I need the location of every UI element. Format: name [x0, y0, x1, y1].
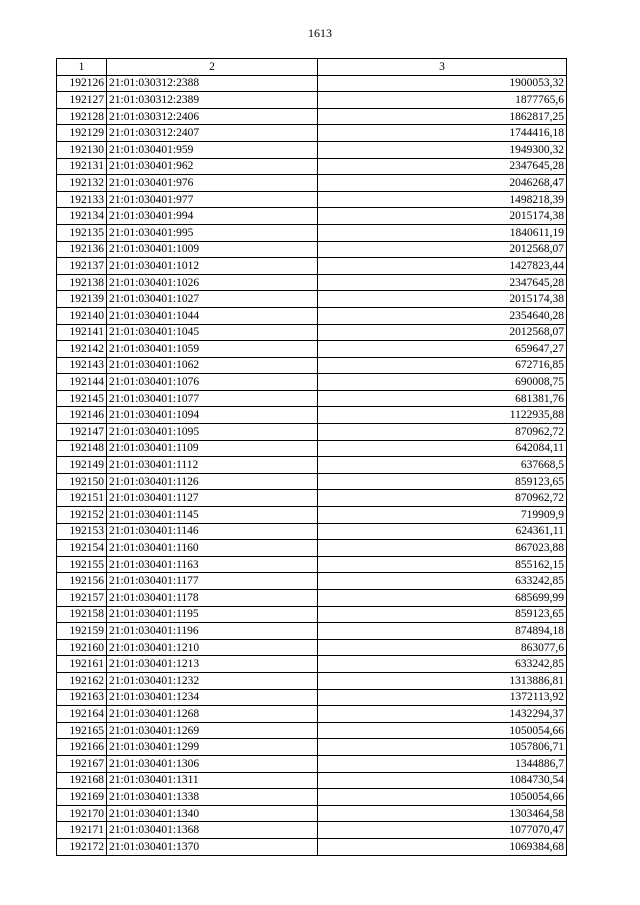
header-cell-col3: 3: [318, 59, 567, 76]
cadastral-number-cell: 21:01:030401:1044: [107, 307, 318, 324]
table-row: [57, 822, 567, 839]
cadastral-number-cell: 21:01:030401:1145: [107, 507, 318, 524]
table-row: [57, 739, 567, 756]
cadastral-number-cell: 21:01:030401:1126: [107, 473, 318, 490]
row-number-cell: 192170: [57, 805, 107, 822]
value-cell: 690008,75: [318, 374, 567, 391]
cadastral-number-cell: 21:01:030401:995: [107, 224, 318, 241]
cadastral-number-cell: 21:01:030401:1210: [107, 639, 318, 656]
table-row: [57, 772, 567, 789]
row-number-cell: 192162: [57, 672, 107, 689]
table-row: [57, 606, 567, 623]
value-cell: 1432294,37: [318, 706, 567, 723]
cadastral-number-cell: 21:01:030401:1160: [107, 540, 318, 557]
row-number-cell: 192155: [57, 556, 107, 573]
row-number-cell: 192137: [57, 258, 107, 275]
table-row: [57, 457, 567, 474]
value-cell: 1427823,44: [318, 258, 567, 275]
page-number: 1613: [308, 26, 332, 40]
header-cell-col1: 1: [57, 59, 107, 76]
row-number-cell: 192163: [57, 689, 107, 706]
cadastral-number-cell: 21:01:030401:976: [107, 175, 318, 192]
value-cell: 1840611,19: [318, 224, 567, 241]
row-number-cell: 192130: [57, 141, 107, 158]
cadastral-number-cell: 21:01:030401:1094: [107, 407, 318, 424]
value-cell: 659647,27: [318, 341, 567, 358]
cadastral-number-cell: 21:01:030401:1196: [107, 623, 318, 640]
row-number-cell: 192138: [57, 274, 107, 291]
value-cell: 642084,11: [318, 440, 567, 457]
value-cell: 1900053,32: [318, 75, 567, 92]
value-cell: 672716,85: [318, 357, 567, 374]
value-cell: 2012568,07: [318, 324, 567, 341]
row-number-cell: 192151: [57, 490, 107, 507]
cadastral-number-cell: 21:01:030401:1178: [107, 590, 318, 607]
table-row: [57, 108, 567, 125]
table-row: [57, 258, 567, 275]
value-cell: 2015174,38: [318, 291, 567, 308]
row-number-cell: 192160: [57, 639, 107, 656]
table-row: [57, 755, 567, 772]
row-number-cell: 192131: [57, 158, 107, 175]
table-row: [57, 224, 567, 241]
row-number-cell: 192157: [57, 590, 107, 607]
cadastral-number-cell: 21:01:030401:1095: [107, 424, 318, 441]
row-number-cell: 192154: [57, 540, 107, 557]
row-number-cell: 192136: [57, 241, 107, 258]
row-number-cell: 192166: [57, 739, 107, 756]
value-cell: 633242,85: [318, 656, 567, 673]
value-cell: 1313886,81: [318, 672, 567, 689]
cadastral-number-cell: 21:01:030312:2406: [107, 108, 318, 125]
row-number-cell: 192141: [57, 324, 107, 341]
cadastral-number-cell: 21:01:030401:1059: [107, 341, 318, 358]
cadastral-number-cell: 21:01:030401:1012: [107, 258, 318, 275]
row-number-cell: 192167: [57, 755, 107, 772]
row-number-cell: 192134: [57, 208, 107, 225]
table-row: [57, 540, 567, 557]
cadastral-number-cell: 21:01:030401:1234: [107, 689, 318, 706]
row-number-cell: 192129: [57, 125, 107, 142]
row-number-cell: 192169: [57, 789, 107, 806]
cadastral-number-cell: 21:01:030401:1195: [107, 606, 318, 623]
table-row: [57, 92, 567, 109]
table-row: [57, 75, 567, 92]
cadastral-number-cell: 21:01:030312:2388: [107, 75, 318, 92]
table-row: [57, 623, 567, 640]
row-number-cell: 192140: [57, 307, 107, 324]
value-cell: 2046268,47: [318, 175, 567, 192]
row-number-cell: 192161: [57, 656, 107, 673]
table-row: [57, 424, 567, 441]
table-row: [57, 706, 567, 723]
row-number-cell: 192144: [57, 374, 107, 391]
cadastral-number-cell: 21:01:030401:1338: [107, 789, 318, 806]
value-cell: 867023,88: [318, 540, 567, 557]
value-cell: 637668,5: [318, 457, 567, 474]
table-row: [57, 590, 567, 607]
value-cell: 624361,11: [318, 523, 567, 540]
value-cell: 2012568,07: [318, 241, 567, 258]
table-row: [57, 357, 567, 374]
cadastral-number-cell: 21:01:030401:1109: [107, 440, 318, 457]
cadastral-number-cell: 21:01:030401:1232: [107, 672, 318, 689]
row-number-cell: 192128: [57, 108, 107, 125]
table-row: [57, 125, 567, 142]
table-row: [57, 390, 567, 407]
value-cell: 870962,72: [318, 490, 567, 507]
table-row: [57, 440, 567, 457]
cadastral-number-cell: 21:01:030312:2407: [107, 125, 318, 142]
table-row: [57, 838, 567, 855]
cadastral-number-cell: 21:01:030401:1045: [107, 324, 318, 341]
cadastral-number-cell: 21:01:030401:1268: [107, 706, 318, 723]
table-row: [57, 639, 567, 656]
table-header: [57, 59, 567, 76]
value-cell: 685699,99: [318, 590, 567, 607]
row-number-cell: 192146: [57, 407, 107, 424]
value-cell: 1862817,25: [318, 108, 567, 125]
cadastral-number-cell: 21:01:030401:1112: [107, 457, 318, 474]
table-row: [57, 556, 567, 573]
row-number-cell: 192133: [57, 191, 107, 208]
cadastral-number-cell: 21:01:030401:1009: [107, 241, 318, 258]
row-number-cell: 192147: [57, 424, 107, 441]
table-row: [57, 656, 567, 673]
value-cell: 870962,72: [318, 424, 567, 441]
value-cell: 2347645,28: [318, 274, 567, 291]
row-number-cell: 192142: [57, 341, 107, 358]
row-number-cell: 192164: [57, 706, 107, 723]
table-body: [57, 75, 567, 855]
value-cell: 1057806,71: [318, 739, 567, 756]
table-row: [57, 241, 567, 258]
row-number-cell: 192165: [57, 722, 107, 739]
value-cell: 1498218,39: [318, 191, 567, 208]
table-row: [57, 573, 567, 590]
value-cell: 1303464,58: [318, 805, 567, 822]
table-row: [57, 722, 567, 739]
row-number-cell: 192171: [57, 822, 107, 839]
table-row: [57, 507, 567, 524]
table-row: [57, 523, 567, 540]
cadastral-number-cell: 21:01:030401:1299: [107, 739, 318, 756]
table-row: [57, 473, 567, 490]
cadastral-number-cell: 21:01:030401:1269: [107, 722, 318, 739]
cadastral-number-cell: 21:01:030312:2389: [107, 92, 318, 109]
cadastral-number-cell: 21:01:030401:1340: [107, 805, 318, 822]
value-cell: 1344886,7: [318, 755, 567, 772]
cadastral-number-cell: 21:01:030401:959: [107, 141, 318, 158]
value-cell: 2354640,28: [318, 307, 567, 324]
row-number-cell: 192148: [57, 440, 107, 457]
cadastral-number-cell: 21:01:030401:994: [107, 208, 318, 225]
table-row: [57, 158, 567, 175]
row-number-cell: 192159: [57, 623, 107, 640]
cadastral-number-cell: 21:01:030401:1213: [107, 656, 318, 673]
table-row: [57, 341, 567, 358]
row-number-cell: 192149: [57, 457, 107, 474]
cadastral-number-cell: 21:01:030401:962: [107, 158, 318, 175]
cadastral-number-cell: 21:01:030401:1146: [107, 523, 318, 540]
table-row: [57, 274, 567, 291]
header-row: [57, 59, 567, 76]
cadastral-number-cell: 21:01:030401:1127: [107, 490, 318, 507]
table-row: [57, 141, 567, 158]
cadastral-number-cell: 21:01:030401:1062: [107, 357, 318, 374]
table-row: [57, 324, 567, 341]
row-number-cell: 192156: [57, 573, 107, 590]
table-row: [57, 789, 567, 806]
header-cell-col2: 2: [107, 59, 318, 76]
row-number-cell: 192127: [57, 92, 107, 109]
row-number-cell: 192132: [57, 175, 107, 192]
cadastral-number-cell: 21:01:030401:977: [107, 191, 318, 208]
cadastral-number-cell: 21:01:030401:1370: [107, 838, 318, 855]
table-row: [57, 175, 567, 192]
row-number-cell: 192143: [57, 357, 107, 374]
value-cell: 2347645,28: [318, 158, 567, 175]
value-cell: 1744416,18: [318, 125, 567, 142]
value-cell: 1050054,66: [318, 789, 567, 806]
value-cell: 859123,65: [318, 606, 567, 623]
table-row: [57, 672, 567, 689]
row-number-cell: 192126: [57, 75, 107, 92]
value-cell: 863077,6: [318, 639, 567, 656]
data-table: [56, 58, 567, 856]
row-number-cell: 192172: [57, 838, 107, 855]
row-number-cell: 192152: [57, 507, 107, 524]
value-cell: 855162,15: [318, 556, 567, 573]
row-number-cell: 192139: [57, 291, 107, 308]
table-row: [57, 407, 567, 424]
cadastral-number-cell: 21:01:030401:1026: [107, 274, 318, 291]
value-cell: 1050054,66: [318, 722, 567, 739]
value-cell: 1069384,68: [318, 838, 567, 855]
cadastral-number-cell: 21:01:030401:1077: [107, 390, 318, 407]
row-number-cell: 192168: [57, 772, 107, 789]
table-row: [57, 208, 567, 225]
table-row: [57, 291, 567, 308]
cadastral-number-cell: 21:01:030401:1177: [107, 573, 318, 590]
value-cell: 1077070,47: [318, 822, 567, 839]
table-row: [57, 689, 567, 706]
value-cell: 1949300,32: [318, 141, 567, 158]
value-cell: 859123,65: [318, 473, 567, 490]
value-cell: 1877765,6: [318, 92, 567, 109]
table-row: [57, 490, 567, 507]
cadastral-number-cell: 21:01:030401:1368: [107, 822, 318, 839]
cadastral-number-cell: 21:01:030401:1027: [107, 291, 318, 308]
value-cell: 1084730,54: [318, 772, 567, 789]
value-cell: 681381,76: [318, 390, 567, 407]
row-number-cell: 192153: [57, 523, 107, 540]
value-cell: 2015174,38: [318, 208, 567, 225]
row-number-cell: 192158: [57, 606, 107, 623]
table-row: [57, 191, 567, 208]
table-row: [57, 805, 567, 822]
table-row: [57, 307, 567, 324]
cadastral-number-cell: 21:01:030401:1306: [107, 755, 318, 772]
row-number-cell: 192150: [57, 473, 107, 490]
value-cell: 874894,18: [318, 623, 567, 640]
cadastral-number-cell: 21:01:030401:1311: [107, 772, 318, 789]
cadastral-number-cell: 21:01:030401:1076: [107, 374, 318, 391]
value-cell: 633242,85: [318, 573, 567, 590]
value-cell: 1122935,88: [318, 407, 567, 424]
row-number-cell: 192135: [57, 224, 107, 241]
value-cell: 719909,9: [318, 507, 567, 524]
row-number-cell: 192145: [57, 390, 107, 407]
table-row: [57, 374, 567, 391]
cadastral-number-cell: 21:01:030401:1163: [107, 556, 318, 573]
value-cell: 1372113,92: [318, 689, 567, 706]
